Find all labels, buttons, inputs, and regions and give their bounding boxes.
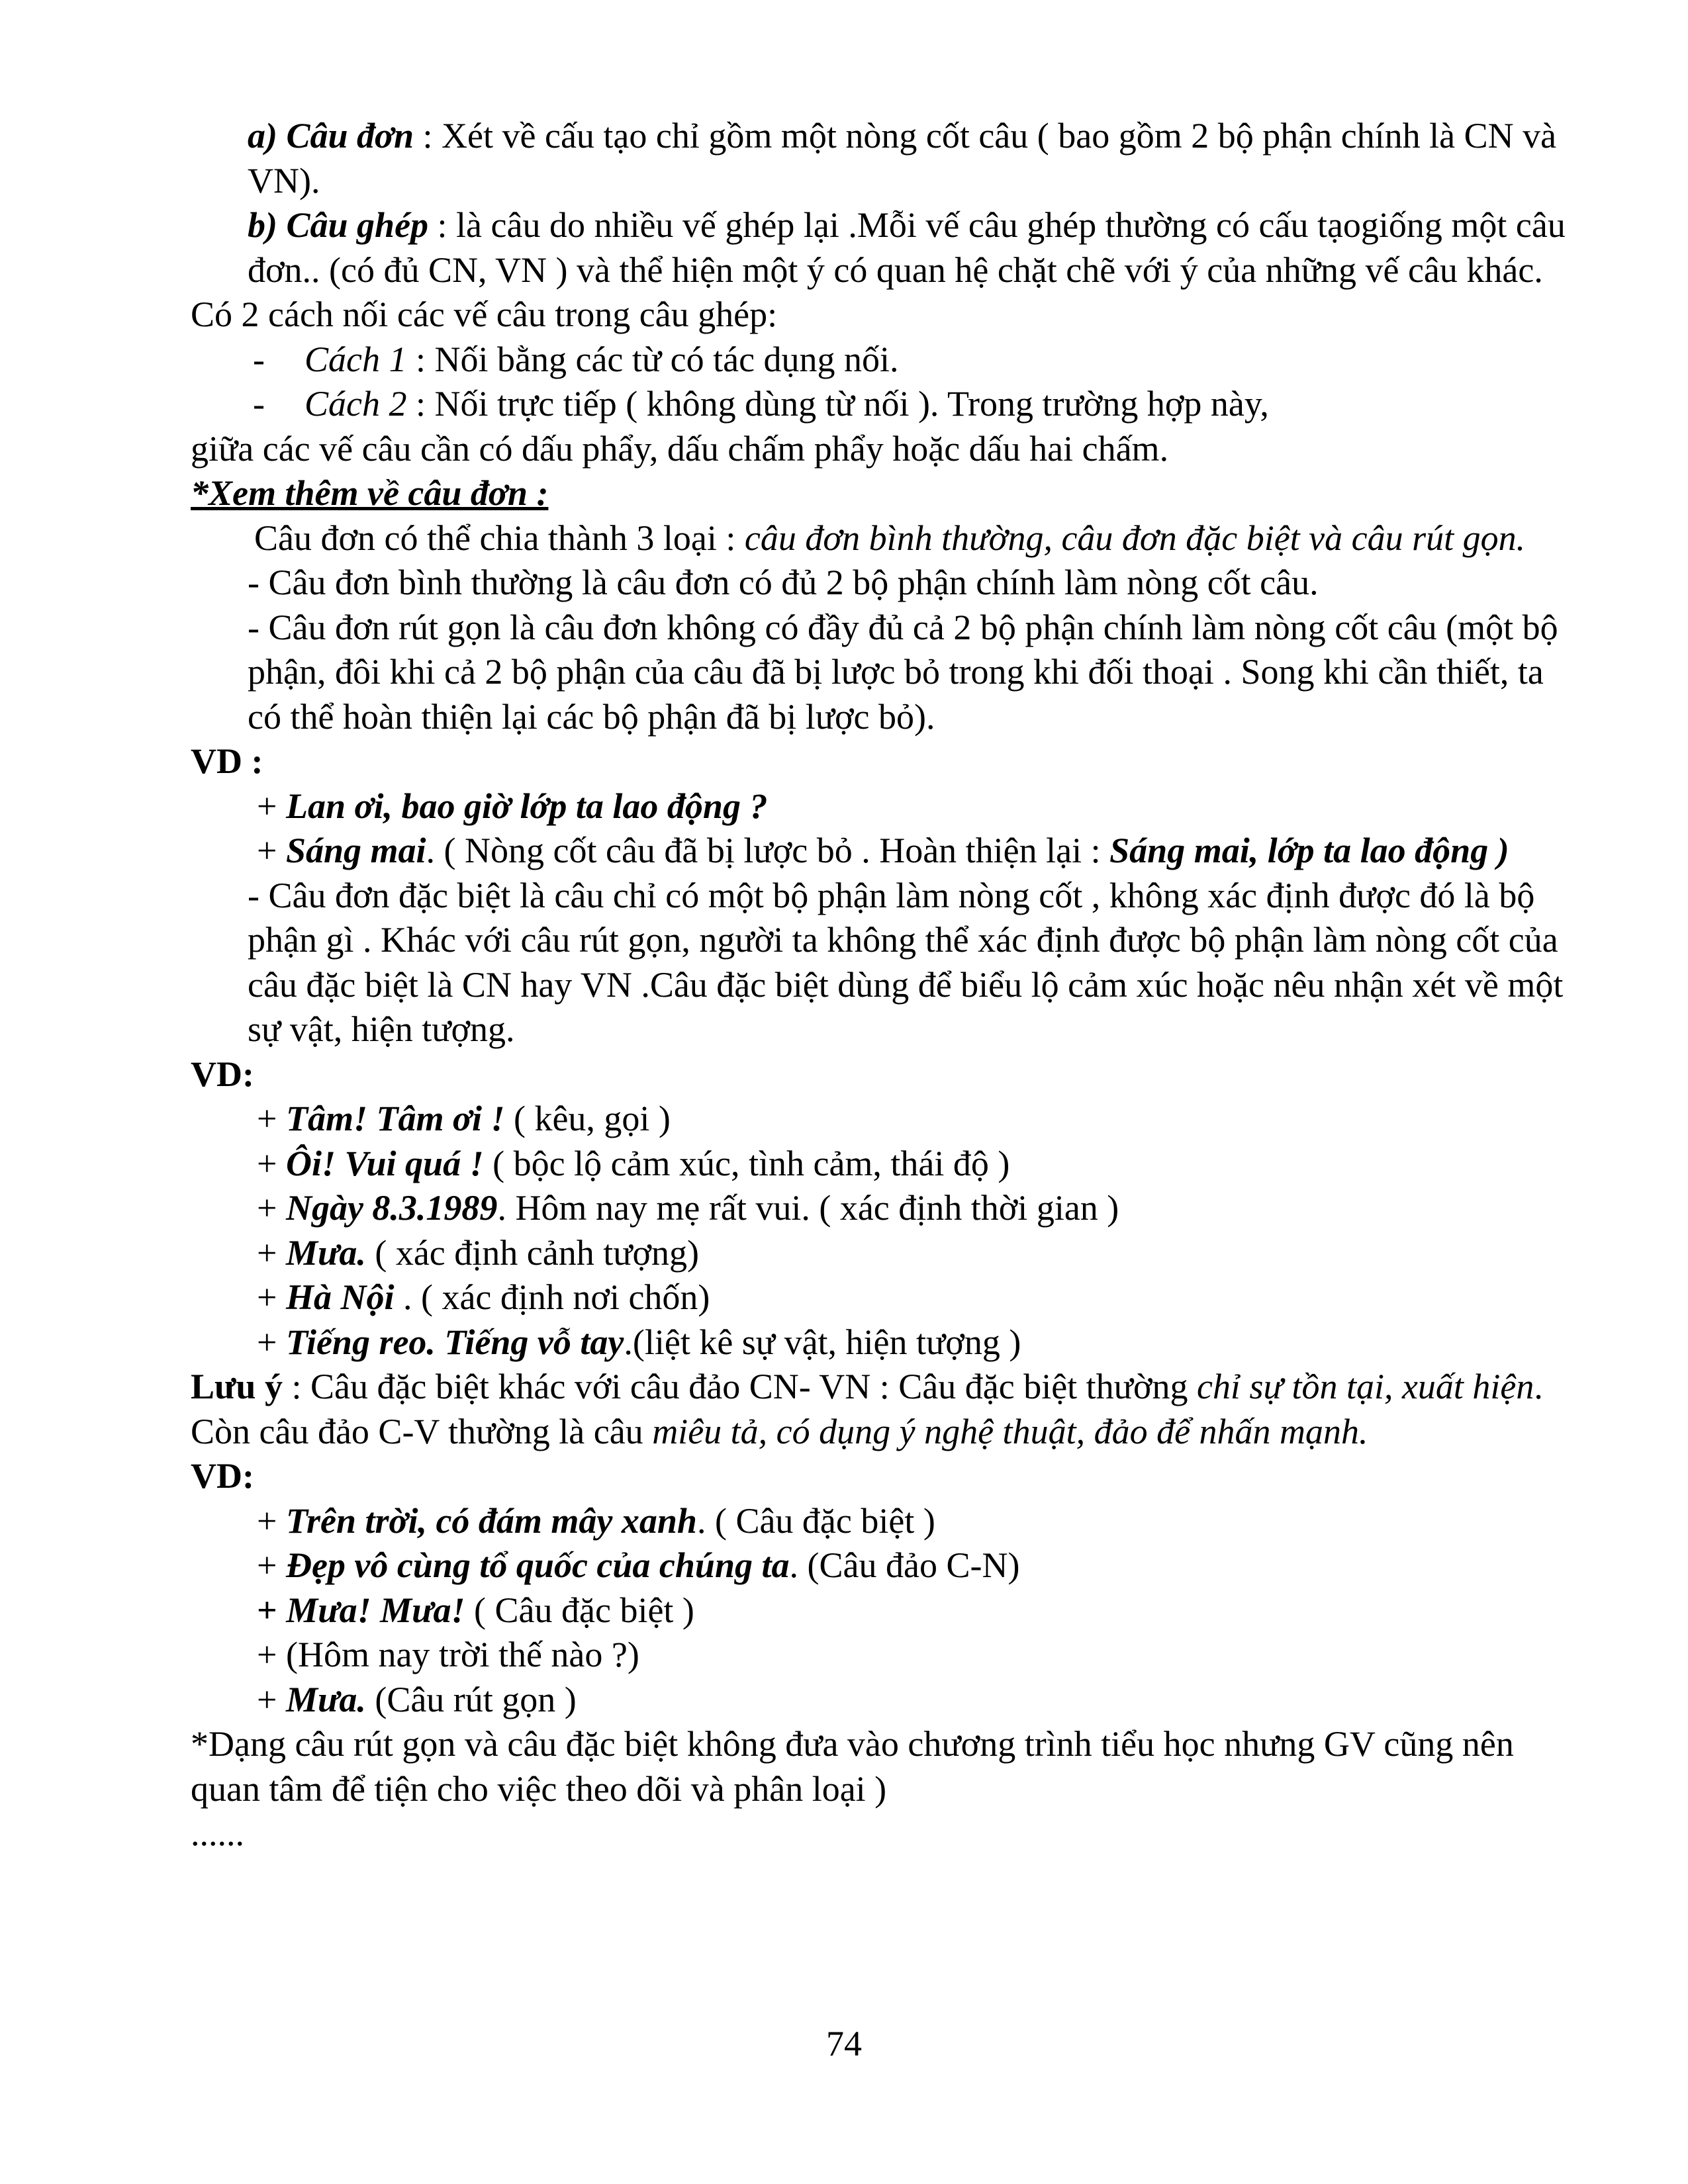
plus-bullet: +	[257, 1322, 286, 1362]
example-label: VD:	[191, 1456, 254, 1496]
example-note: . ( xác định nơi chốn)	[394, 1277, 710, 1317]
plus-bullet: +	[257, 1232, 286, 1273]
example-sentence: Mưa.	[285, 1679, 366, 1719]
example-sentence: Hà Nội	[285, 1277, 395, 1317]
plus-bullet: +	[257, 786, 286, 826]
plus-bullet: +	[257, 1635, 286, 1674]
definition-compound-sentence	[191, 203, 1568, 293]
example-note: ( Câu đặc biệt )	[465, 1590, 694, 1630]
example-sentence: Ôi! Vui quá !	[285, 1143, 484, 1183]
normal-sentence-definition: - Câu đơn bình thường là câu đơn có đủ 2 bộ phận chính làm nòng cốt câu.	[248, 563, 1319, 602]
example-sentence: Tâm! Tâm ơi !	[285, 1099, 505, 1138]
way-item	[191, 382, 1568, 427]
example-note: . ( Câu đặc biệt )	[696, 1500, 935, 1541]
definition-text: : Xét về cấu tạo chỉ gồm một nòng cốt câu ( bao gồm 2 bộ phận chính là CN và VN).	[248, 116, 1557, 201]
example-sentence: Trên trời, có đám mây xanh	[285, 1500, 697, 1541]
plus-bullet: +	[257, 1679, 286, 1719]
plus-bullet: +	[257, 1545, 286, 1585]
document-page	[191, 114, 1568, 1856]
example-item	[191, 1186, 1568, 1231]
note-text: : Câu đặc biệt khác với câu đảo CN- VN : Câu đặc biệt thường	[282, 1367, 1197, 1406]
example-item	[191, 1633, 1568, 1678]
example-item	[191, 1275, 1568, 1320]
plus-bullet: +	[257, 1188, 286, 1228]
plus-bullet: +	[257, 1277, 286, 1317]
example-sentence: Lan ơi, bao giờ lớp ta lao động ?	[285, 786, 768, 826]
example-note: (Câu rút gọn )	[365, 1679, 577, 1719]
example-note: . (Câu đảo C-N)	[789, 1545, 1020, 1585]
example-item	[191, 1231, 1568, 1276]
example-item	[191, 1543, 1568, 1588]
ways-intro: Có 2 cách nối các vế câu trong câu ghép:	[191, 295, 778, 334]
dash-bullet: -	[253, 384, 265, 424]
special-sentence-definition: - Câu đơn đặc biệt là câu chỉ có một bộ phận làm nòng cốt , không xác định được đó là bộ phận gì . Khác với câu rút gọn, người ta không thể xác định được bộ phận làm nòng cốt của câu đặc biệt là CN hay VN .Câu đặc biệt dùng để biểu lộ cảm xúc hoặc nêu nhận xét về một sự vật, hiện tượng.	[248, 875, 1564, 1049]
example-sentence: Đẹp vô cùng tổ quốc của chúng ta	[285, 1545, 790, 1585]
term-label: a) Câu đơn	[248, 116, 414, 156]
note-label: Lưu ý	[191, 1367, 283, 1406]
way-text: : Nối trực tiếp ( không dùng từ nối ). Trong trường hợp này,	[406, 384, 1269, 424]
example-note: ( kêu, gọi )	[504, 1099, 671, 1138]
example-note: ( xác định cảnh tượng)	[365, 1232, 700, 1273]
note-text: . Còn câu đảo C-V thường là câu	[191, 1367, 1543, 1451]
plus-bullet: +	[257, 1143, 286, 1183]
plus-bullet: +	[257, 1500, 286, 1541]
example-note: . Hôm nay mẹ rất vui. ( xác định thời gian )	[497, 1188, 1119, 1228]
note-italic: miêu tả, có dụng ý nghệ thuật, đảo để nhấn mạnh.	[652, 1411, 1368, 1451]
definition-simple-sentence	[191, 114, 1568, 203]
example-item	[191, 784, 1568, 829]
way-label: Cách 1	[305, 339, 407, 379]
example-item	[191, 1678, 1568, 1723]
way-item	[191, 338, 1568, 383]
way-text: : Nối bằng các từ có tác dụng nối.	[406, 339, 899, 379]
example-note: ( bộc lộ cảm xúc, tình cảm, thái độ )	[483, 1143, 1010, 1183]
section-heading	[191, 471, 1568, 516]
example-item	[191, 1588, 1568, 1633]
example-item	[191, 1142, 1568, 1187]
way-label: Cách 2	[305, 384, 407, 424]
plus-bullet: +	[257, 831, 286, 870]
types-intro	[191, 516, 1568, 561]
example-sentence: Mưa! Mưa!	[286, 1590, 465, 1630]
plus-bullet: +	[257, 1590, 287, 1630]
types-intro-list: câu đơn bình thường, câu đơn đặc biệt và câu rút gọn.	[744, 518, 1526, 558]
note-paragraph	[191, 1365, 1568, 1454]
final-note: *Dạng câu rút gọn và câu đặc biệt không đưa vào chương trình tiểu học nhưng GV cũng nên quan tâm để tiện cho việc theo dõi và phân loại )	[191, 1724, 1514, 1809]
plus-bullet: +	[257, 1099, 286, 1138]
example-note: .(liệt kê sự vật, hiện tượng )	[624, 1322, 1021, 1362]
term-label: b) Câu ghép	[248, 205, 429, 245]
example-label: VD:	[191, 1054, 254, 1094]
page-number: 74	[826, 2024, 862, 2064]
see-more-heading: *Xem thêm về câu đơn :	[191, 473, 549, 513]
example-item	[191, 1320, 1568, 1365]
example-label: VD :	[191, 741, 263, 781]
example-item	[191, 829, 1568, 874]
types-intro-text: Câu đơn có thể chia thành 3 loại :	[254, 518, 745, 558]
shortened-sentence-definition: - Câu đơn rút gọn là câu đơn không có đầy đủ cả 2 bộ phận chính làm nòng cốt câu (một bộ phận, đôi khi cả 2 bộ phận của câu đã bị lược bỏ trong khi đối thoại . Song khi cần thiết, ta có thể hoàn thiện lại các bộ phận đã bị lược bỏ).	[248, 607, 1558, 737]
ways-continuation: giữa các vế câu cần có dấu phẩy, dấu chấm phẩy hoặc dấu hai chấm.	[191, 428, 1169, 469]
ellipsis: ......	[191, 1813, 244, 1853]
example-sentence: Ngày 8.3.1989	[285, 1188, 498, 1228]
example-sentence: Tiếng reo. Tiếng vỗ tay	[285, 1322, 624, 1362]
definition-text: : là câu do nhiều vế ghép lại .Mỗi vế câu ghép thường có cấu tạogiống một câu đơn.. (có đủ CN, VN ) và thể hiện một ý có quan hệ chặt chẽ với ý của những vế câu khác.	[248, 205, 1566, 290]
example-note: (Hôm nay trời thế nào ?)	[285, 1635, 639, 1674]
example-note: . ( Nòng cốt câu đã bị lược bỏ . Hoàn thiện lại :	[426, 831, 1110, 870]
example-sentence: Mưa.	[285, 1232, 366, 1273]
example-sentence: Sáng mai	[285, 831, 426, 870]
note-italic: chỉ sự tồn tại, xuất hiện	[1197, 1367, 1534, 1406]
example-item	[191, 1499, 1568, 1544]
example-completed: Sáng mai, lớp ta lao động )	[1109, 831, 1509, 870]
dash-bullet: -	[253, 339, 265, 379]
example-item	[191, 1097, 1568, 1142]
